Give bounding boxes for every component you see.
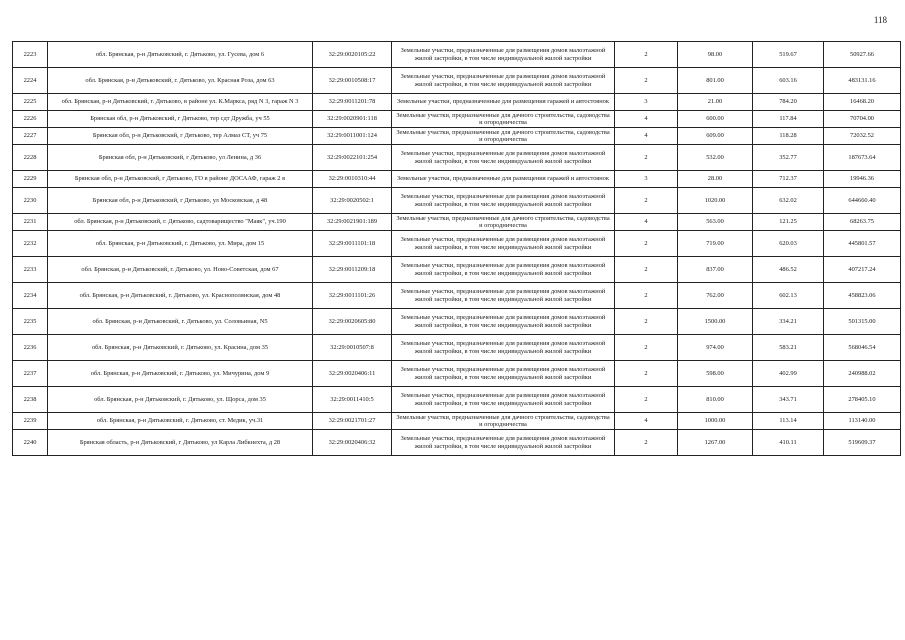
- land-use-cell: Земельные участки, предназначенные для размещения домов малоэтажной жилой застройки, в том числе индивидуальной жилой застройки: [392, 430, 615, 456]
- cadastral-number-cell: 32:29:0020901:118: [313, 111, 392, 128]
- page-number: 118: [873, 15, 887, 25]
- specific-value-cell: 121.25: [753, 214, 824, 231]
- table-row: [13, 42, 901, 68]
- group-cell: 3: [615, 171, 678, 188]
- row-number-cell: 2237: [13, 361, 48, 387]
- area-cell: 810.00: [678, 387, 753, 413]
- specific-value-cell: 343.71: [753, 387, 824, 413]
- address-cell: обл. Брянская, р-н Дятьковский, г. Дятьково, ул. Красина, дом 35: [48, 335, 313, 361]
- table-row: [13, 94, 901, 111]
- row-number-cell: 2231: [13, 214, 48, 231]
- row-number-cell: 2232: [13, 231, 48, 257]
- table-row: [13, 335, 901, 361]
- land-use-cell: Земельные участки, предназначенные для размещения домов малоэтажной жилой застройки, в том числе индивидуальной жилой застройки: [392, 188, 615, 214]
- row-number-cell: 2226: [13, 111, 48, 128]
- area-cell: 21.00: [678, 94, 753, 111]
- land-use-cell: Земельные участки, предназначенные для дачного строительства, садоводства и огородничества: [392, 111, 615, 128]
- row-number-cell: 2236: [13, 335, 48, 361]
- group-cell: 4: [615, 214, 678, 231]
- land-use-cell: Земельные участки, предназначенные для размещения домов малоэтажной жилой застройки, в том числе индивидуальной жилой застройки: [392, 335, 615, 361]
- group-cell: 2: [615, 257, 678, 283]
- cadastral-value-cell: 50927.66: [824, 42, 901, 68]
- address-cell: обл. Брянская, р-н Дятьковский, г. Дятьково, ул. Соловьиная, N5: [48, 309, 313, 335]
- specific-value-cell: 602.13: [753, 283, 824, 309]
- group-cell: 4: [615, 128, 678, 145]
- specific-value-cell: 334.21: [753, 309, 824, 335]
- cadastral-number-cell: 32:29:0020605:80: [313, 309, 392, 335]
- address-cell: Брянская область, р-н Дятьковский, г Дятьково, ул Карла Либкнехта, д 28: [48, 430, 313, 456]
- row-number-cell: 2224: [13, 68, 48, 94]
- address-cell: обл. Брянская, р-н Дятьковский, г. Дятьково, ул. Гусева, дом 6: [48, 42, 313, 68]
- cadastral-number-cell: 32:29:0020502:1: [313, 188, 392, 214]
- group-cell: 2: [615, 430, 678, 456]
- row-number-cell: 2227: [13, 128, 48, 145]
- area-cell: 1020.00: [678, 188, 753, 214]
- cadastral-number-cell: 32:29:0010310:44: [313, 171, 392, 188]
- group-cell: 2: [615, 231, 678, 257]
- area-cell: 98.00: [678, 42, 753, 68]
- address-cell: Брянская обл, р-н Дятьковский, г Дятьково, ГО в районе ДОСААФ, гараж 2 в: [48, 171, 313, 188]
- specific-value-cell: 118.28: [753, 128, 824, 145]
- cadastral-value-cell: 568046.54: [824, 335, 901, 361]
- table-row: [13, 68, 901, 94]
- address-cell: обл. Брянская, р-н Дятьковский, г. Дятьково, ул. Щорса, дом 35: [48, 387, 313, 413]
- row-number-cell: 2223: [13, 42, 48, 68]
- group-cell: 2: [615, 387, 678, 413]
- cadastral-value-cell: 72032.52: [824, 128, 901, 145]
- group-cell: 2: [615, 188, 678, 214]
- cadastral-value-cell: 445801.57: [824, 231, 901, 257]
- cadastral-value-cell: 16468.20: [824, 94, 901, 111]
- land-use-cell: Земельные участки, предназначенные для дачного строительства, садоводства и огородничества: [392, 214, 615, 231]
- area-cell: 598.00: [678, 361, 753, 387]
- cadastral-number-cell: 32:29:0011101:18: [313, 231, 392, 257]
- area-cell: 28.00: [678, 171, 753, 188]
- table-row: [13, 387, 901, 413]
- group-cell: 2: [615, 42, 678, 68]
- address-cell: Брянская обл, р-н Дятьковский, г Дятьково, тер сдт Дружба, уч 55: [48, 111, 313, 128]
- land-use-cell: Земельные участки, предназначенные для дачного строительства, садоводства и огородничества: [392, 128, 615, 145]
- area-cell: 837.00: [678, 257, 753, 283]
- cadastral-number-cell: 32:29:0020406:11: [313, 361, 392, 387]
- address-cell: Брянская обл, р-н Дятьковский, г Дятьково, ул Ленина, д 36: [48, 145, 313, 171]
- table-row: [13, 188, 901, 214]
- cadastral-value-cell: 68263.75: [824, 214, 901, 231]
- table-row: [13, 309, 901, 335]
- area-cell: 1267.00: [678, 430, 753, 456]
- land-use-cell: Земельные участки, предназначенные для размещения домов малоэтажной жилой застройки, в том числе индивидуальной жилой застройки: [392, 145, 615, 171]
- cadastral-number-cell: 32:29:0022101:254: [313, 145, 392, 171]
- cadastral-value-cell: 278405.10: [824, 387, 901, 413]
- row-number-cell: 2225: [13, 94, 48, 111]
- table-body: [13, 42, 901, 456]
- cadastral-value-cell: 240988.02: [824, 361, 901, 387]
- area-cell: 1000.00: [678, 413, 753, 430]
- cadastral-value-cell: 458823.06: [824, 283, 901, 309]
- land-use-cell: Земельные участки, предназначенные для размещения гаражей и автостоянок: [392, 94, 615, 111]
- table-row: [13, 283, 901, 309]
- row-number-cell: 2229: [13, 171, 48, 188]
- cadastral-number-cell: 32:29:0011201:78: [313, 94, 392, 111]
- land-use-cell: Земельные участки, предназначенные для размещения домов малоэтажной жилой застройки, в том числе индивидуальной жилой застройки: [392, 42, 615, 68]
- area-cell: 801.00: [678, 68, 753, 94]
- cadastral-value-cell: 70704.00: [824, 111, 901, 128]
- group-cell: 2: [615, 361, 678, 387]
- address-cell: Брянская обл, р-н Дятьковский, г Дятьково, ул Московская, д 48: [48, 188, 313, 214]
- row-number-cell: 2230: [13, 188, 48, 214]
- cadastral-value-cell: 519609.37: [824, 430, 901, 456]
- address-cell: обл. Брянская, р-н Дятьковский, г. Дятьково, в районе ул. К.Маркса, ряд N 3, гараж N 3: [48, 94, 313, 111]
- specific-value-cell: 712.37: [753, 171, 824, 188]
- cadastral-number-cell: 32:29:0011209:18: [313, 257, 392, 283]
- cadastral-value-cell: 644660.40: [824, 188, 901, 214]
- area-cell: 719.00: [678, 231, 753, 257]
- address-cell: обл. Брянская, р-н Дятьковский, г. Дятьково, ул. Красная Роза, дом 63: [48, 68, 313, 94]
- table-row: [13, 430, 901, 456]
- group-cell: 2: [615, 283, 678, 309]
- table-row: [13, 361, 901, 387]
- specific-value-cell: 784.20: [753, 94, 824, 111]
- area-cell: 974.00: [678, 335, 753, 361]
- cadastral-value-cell: 407217.24: [824, 257, 901, 283]
- cadastral-number-cell: 32:29:0020406:32: [313, 430, 392, 456]
- land-use-cell: Земельные участки, предназначенные для размещения домов малоэтажной жилой застройки, в том числе индивидуальной жилой застройки: [392, 283, 615, 309]
- address-cell: обл. Брянская, р-н Дятьковский, г. Дятьково, ул. Мира, дом 15: [48, 231, 313, 257]
- area-cell: 609.00: [678, 128, 753, 145]
- address-cell: обл. Брянская, р-н Дятьковский, г. Дятьково, ст. Медик, уч.31: [48, 413, 313, 430]
- address-cell: обл. Брянская, р-н Дятьковский, г. Дятьково, ул. Мичурина, дом 9: [48, 361, 313, 387]
- area-cell: 600.00: [678, 111, 753, 128]
- land-use-cell: Земельные участки, предназначенные для размещения домов малоэтажной жилой застройки, в том числе индивидуальной жилой застройки: [392, 387, 615, 413]
- address-cell: Брянская обл, р-н Дятьковский, г Дятьково, тер Алмаз СТ, уч 75: [48, 128, 313, 145]
- cadastral-number-cell: 32:29:0010508:17: [313, 68, 392, 94]
- specific-value-cell: 486.52: [753, 257, 824, 283]
- table-row: [13, 171, 901, 188]
- cadastral-number-cell: 32:29:0021901:189: [313, 214, 392, 231]
- cadastral-number-cell: 32:29:0010507:8: [313, 335, 392, 361]
- table-row: [13, 111, 901, 128]
- area-cell: 532.00: [678, 145, 753, 171]
- cadastral-number-cell: 32:29:0011001:124: [313, 128, 392, 145]
- land-use-cell: Земельные участки, предназначенные для дачного строительства, садоводства и огородничества: [392, 413, 615, 430]
- table-row: [13, 128, 901, 145]
- row-number-cell: 2238: [13, 387, 48, 413]
- specific-value-cell: 603.16: [753, 68, 824, 94]
- cadastral-number-cell: 32:29:0020105:22: [313, 42, 392, 68]
- land-use-cell: Земельные участки, предназначенные для размещения домов малоэтажной жилой застройки, в том числе индивидуальной жилой застройки: [392, 231, 615, 257]
- area-cell: 762.00: [678, 283, 753, 309]
- cadastral-value-cell: 501315.00: [824, 309, 901, 335]
- group-cell: 2: [615, 335, 678, 361]
- specific-value-cell: 113.14: [753, 413, 824, 430]
- area-cell: 563.00: [678, 214, 753, 231]
- group-cell: 2: [615, 68, 678, 94]
- address-cell: обл. Брянская, р-н Дятьковский, г. Дятьково, садтоварищество "Маяк", уч.190: [48, 214, 313, 231]
- specific-value-cell: 519.67: [753, 42, 824, 68]
- table-row: [13, 413, 901, 430]
- row-number-cell: 2240: [13, 430, 48, 456]
- specific-value-cell: 583.21: [753, 335, 824, 361]
- address-cell: обл. Брянская, р-н Дятьковский, г. Дятьково, ул. Краснополянская, дом 48: [48, 283, 313, 309]
- specific-value-cell: 117.84: [753, 111, 824, 128]
- specific-value-cell: 632.02: [753, 188, 824, 214]
- row-number-cell: 2233: [13, 257, 48, 283]
- row-number-cell: 2234: [13, 283, 48, 309]
- row-number-cell: 2228: [13, 145, 48, 171]
- address-cell: обл. Брянская, р-н Дятьковский, г. Дятьково, ул. Ново-Советская, дом 67: [48, 257, 313, 283]
- land-use-cell: Земельные участки, предназначенные для размещения домов малоэтажной жилой застройки, в том числе индивидуальной жилой застройки: [392, 361, 615, 387]
- table-row: [13, 145, 901, 171]
- specific-value-cell: 352.77: [753, 145, 824, 171]
- row-number-cell: 2239: [13, 413, 48, 430]
- group-cell: 4: [615, 111, 678, 128]
- land-registry-table: [12, 41, 901, 456]
- group-cell: 2: [615, 145, 678, 171]
- specific-value-cell: 620.03: [753, 231, 824, 257]
- table-row: [13, 231, 901, 257]
- cadastral-value-cell: 187673.64: [824, 145, 901, 171]
- table-row: [13, 257, 901, 283]
- cadastral-number-cell: 32:29:0011410:5: [313, 387, 392, 413]
- land-use-cell: Земельные участки, предназначенные для размещения гаражей и автостоянок: [392, 171, 615, 188]
- row-number-cell: 2235: [13, 309, 48, 335]
- group-cell: 3: [615, 94, 678, 111]
- specific-value-cell: 410.11: [753, 430, 824, 456]
- land-use-cell: Земельные участки, предназначенные для размещения домов малоэтажной жилой застройки, в том числе индивидуальной жилой застройки: [392, 68, 615, 94]
- cadastral-value-cell: 19946.36: [824, 171, 901, 188]
- land-use-cell: Земельные участки, предназначенные для размещения домов малоэтажной жилой застройки, в том числе индивидуальной жилой застройки: [392, 309, 615, 335]
- cadastral-value-cell: 483131.16: [824, 68, 901, 94]
- cadastral-number-cell: 32:29:0021701:27: [313, 413, 392, 430]
- table-row: [13, 214, 901, 231]
- area-cell: 1500.00: [678, 309, 753, 335]
- land-use-cell: Земельные участки, предназначенные для размещения домов малоэтажной жилой застройки, в том числе индивидуальной жилой застройки: [392, 257, 615, 283]
- group-cell: 4: [615, 413, 678, 430]
- cadastral-value-cell: 113140.00: [824, 413, 901, 430]
- specific-value-cell: 402.99: [753, 361, 824, 387]
- cadastral-number-cell: 32:29:0011101:26: [313, 283, 392, 309]
- group-cell: 2: [615, 309, 678, 335]
